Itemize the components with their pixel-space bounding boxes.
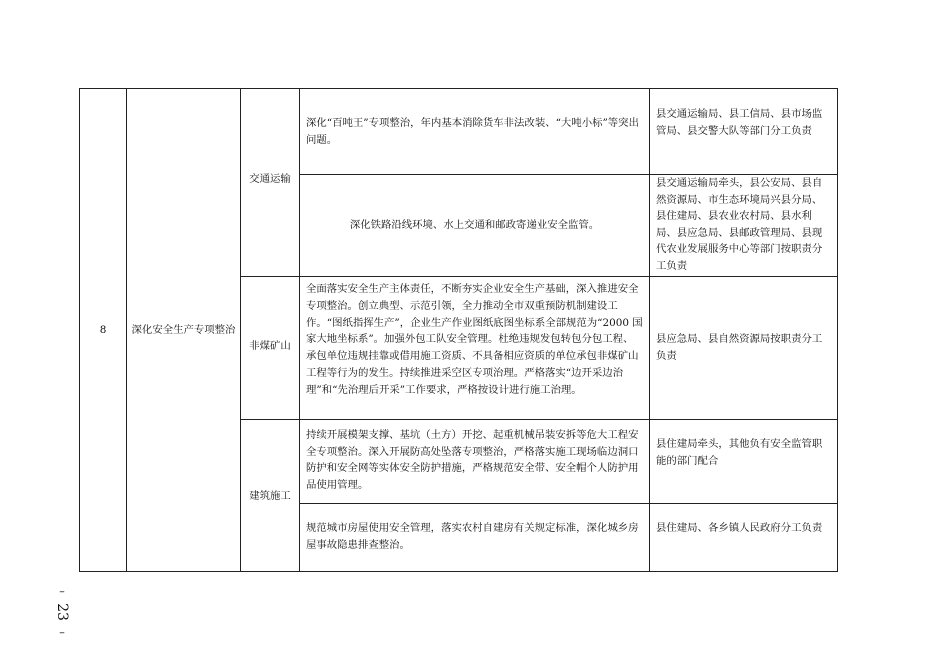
page-number: [50, 586, 74, 638]
category-cell: [241, 89, 299, 276]
content-text: 规范城市房屋使用安全管理，落实农村自建房有关规定标准，深化城乡房屋事故隐患排查整治。: [306, 522, 639, 551]
content-cell: [300, 175, 649, 276]
responsible-text: 县交通运输局、县工信局、县市场监管局、县交警大队等部门分工负责: [656, 108, 823, 137]
content-cell: [300, 420, 649, 503]
category-cell: [241, 420, 299, 571]
page-number-dash: –: [59, 585, 65, 598]
table-border-right: [837, 88, 838, 572]
row-number-cell: [80, 89, 126, 571]
responsible-cell: [650, 277, 837, 419]
task-cell: [127, 89, 240, 571]
content-cell: [300, 277, 649, 419]
page-number-dash: –: [59, 626, 65, 639]
content-text: 深化“百吨王”专项整治，年内基本消除货车非法改装、“大吨小标”等突出问题。: [306, 117, 639, 146]
content-cell: [300, 89, 649, 174]
responsible-cell: [650, 175, 837, 276]
responsible-cell: [650, 504, 837, 571]
page-number-value: 23: [53, 603, 70, 621]
responsible-text: 县住建局牵头，其他负有安全监管职能的部门配合: [656, 438, 823, 467]
responsibility-table: [79, 88, 838, 572]
content-cell: [300, 504, 649, 571]
responsible-cell: [650, 420, 837, 503]
category-label: 建筑施工: [249, 490, 291, 502]
category-label: 交通运输: [249, 173, 291, 185]
table-border-bottom: [79, 571, 838, 572]
responsible-cell: [650, 89, 837, 174]
category-label: 非煤矿山: [249, 340, 291, 352]
responsible-text: 县应急局、县自然资源局按职责分工负责: [656, 333, 823, 362]
content-text: 全面落实安全生产主体责任，不断夯实企业安全生产基础，深入推进安全专项整治。创立典型、示范引领，全力推动全市双重预防机制建设工作。“图纸指挥生产”，企业生产作业图纸底图坐标系全部规范为“2000 国家大地坐标系”。加强外包工队安全管理。杜绝违规发包转包分包工程、承包单位违规挂靠或借用施工资质、不具备相应资质的单位承包非煤矿山工程等行为的发生。持续推进采空区专项治理。严格落实“边开采边治理”和“先治理后开采”工作要求，严格按设计进行施工治理。: [306, 283, 643, 396]
content-text: 持续开展模架支撑、基坑（土方）开挖、起重机械吊装安拆等危大工程安全专项整治。深入开展防高处坠落专项整治，严格落实施工现场临边洞口防护和安全网等实体安全防护措施，严格规范安全带、安全帽个人防护用品使用管理。: [306, 429, 639, 491]
category-cell: [241, 277, 299, 419]
content-text: 深化铁路沿线环境、水上交通和邮政寄递业安全监管。: [349, 219, 600, 232]
row-number: 8: [99, 323, 107, 336]
responsible-text: 县交通运输局牵头，县公安局、县自然资源局、市生态环境局兴县分局、县住建局、县农业农村局、县水利局、县应急局、县邮政管理局、县现代农业发展服务中心等部门按职责分工负责: [656, 177, 823, 272]
task-title: 深化安全生产专项整治: [131, 323, 236, 336]
responsible-text: 县住建局、各乡镇人民政府分工负责: [656, 522, 823, 534]
